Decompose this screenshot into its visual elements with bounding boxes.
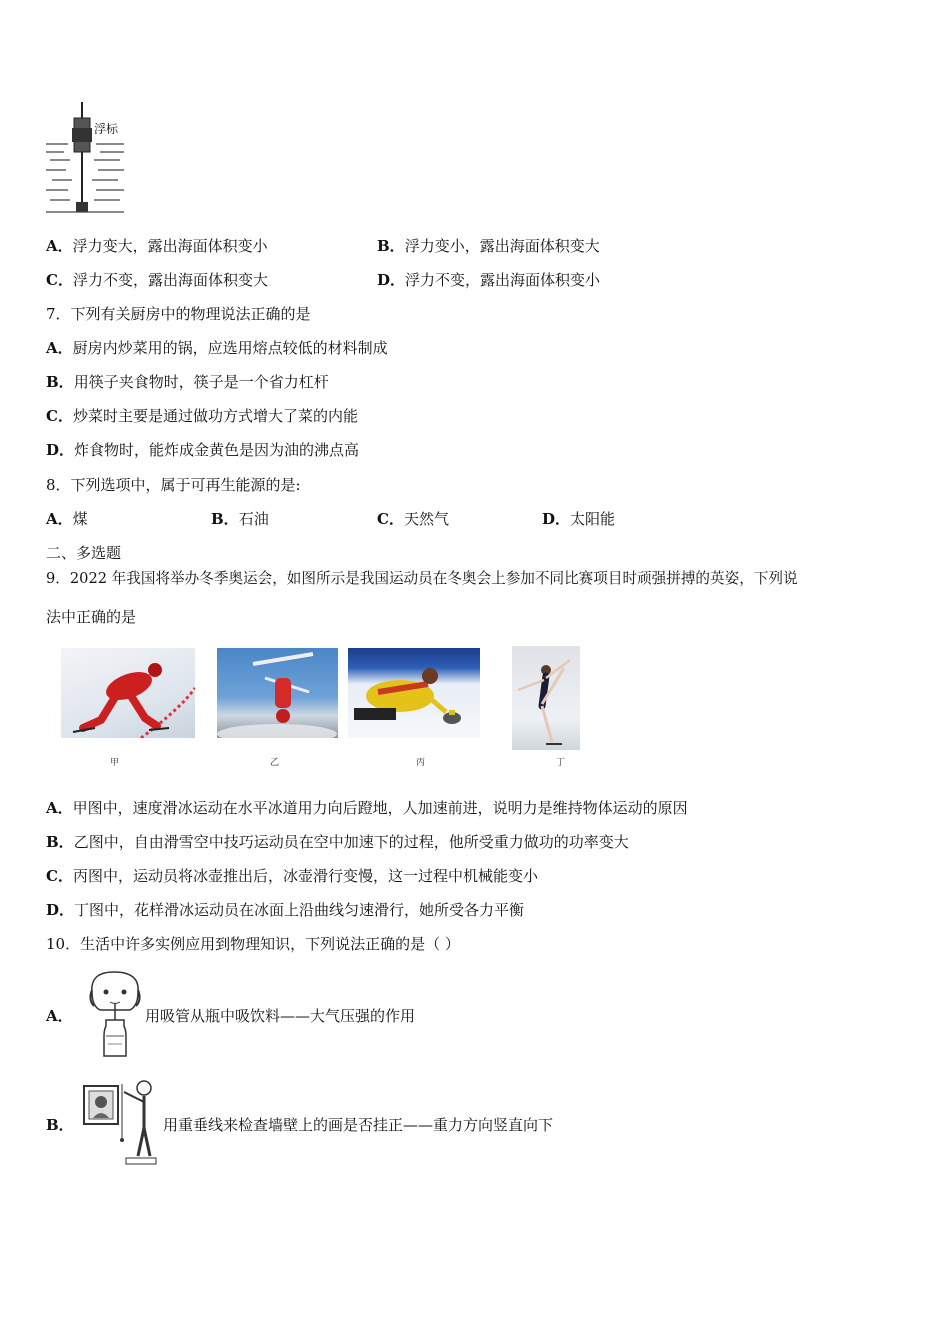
caption-yi: 乙 <box>270 758 280 768</box>
plumb-line-sketch <box>78 1078 162 1168</box>
aerial-skier-illustration <box>217 648 338 738</box>
q8-option-d[interactable]: D．太阳能 <box>542 510 616 528</box>
section-title: 二、多选题 <box>46 544 122 562</box>
straw-drinking-figure <box>86 970 144 1058</box>
q9-stem-line2: 法中正确的是 <box>46 608 137 626</box>
buoy-label: 浮标 <box>94 122 119 136</box>
q6-option-b[interactable]: B．浮力变小，露出海面体积变大 <box>377 237 600 255</box>
q7-stem: 7．下列有关厨房中的物理说法正确的是 <box>46 305 311 323</box>
buoy-diagram <box>44 100 128 218</box>
q7-option-b[interactable]: B．用筷子夹食物时，筷子是一个省力杠杆 <box>46 373 329 391</box>
q9-stem-line1: 9．2022 年我国将举办冬季奥运会，如图所示是我国运动员在冬奥会上参加不同比赛项目时顽强拼搏的英姿，下列说 <box>46 570 798 587</box>
q10-option-b-text[interactable]: 用重垂线来检查墙壁上的画是否挂正——重力方向竖直向下 <box>163 1116 554 1134</box>
q8-stem: 8．下列选项中，属于可再生能源的是: <box>46 476 301 494</box>
q9-option-c[interactable]: C．丙图中，运动员将冰壶推出后，冰壶滑行变慢，这一过程中机械能变小 <box>46 867 538 885</box>
q8-option-c[interactable]: C．天然气 <box>377 510 449 528</box>
caption-ding: 丁 <box>556 758 566 768</box>
caption-bing: 丙 <box>416 758 426 768</box>
figure-skater-illustration <box>512 646 580 750</box>
q10-stem: 10．生活中许多实例应用到物理知识，下列说法正确的是（ ） <box>46 935 460 953</box>
q7-option-d[interactable]: D．炸食物时，能炸成金黄色是因为油的沸点高 <box>46 441 360 459</box>
q10-option-b-letter[interactable]: B． <box>46 1116 74 1134</box>
q8-option-b[interactable]: B．石油 <box>211 510 269 528</box>
buoy-figure <box>44 100 128 218</box>
caption-jia: 甲 <box>110 758 120 768</box>
photo-speed-skating <box>61 648 195 738</box>
q9-option-a[interactable]: A．甲图中，速度滑冰运动在水平冰道用力向后蹬地，人加速前进，说明力是维持物体运动的原因 <box>46 799 688 817</box>
q10-option-a-text[interactable]: 用吸管从瓶中吸饮料——大气压强的作用 <box>145 1007 416 1025</box>
q6-option-d[interactable]: D．浮力不变，露出海面体积变小 <box>377 271 601 289</box>
speed-skater-illustration <box>61 648 195 738</box>
photo-curling <box>348 648 480 738</box>
q9-option-d[interactable]: D．丁图中，花样滑冰运动员在冰面上沿曲线匀速滑行，她所受各力平衡 <box>46 901 525 919</box>
photo-aerial-skiing <box>217 648 338 738</box>
q10-option-a-letter[interactable]: A． <box>46 1007 73 1025</box>
curler-illustration <box>348 648 480 738</box>
q6-option-a[interactable]: A．浮力变大，露出海面体积变小 <box>46 237 268 255</box>
q7-option-a[interactable]: A．厨房内炒菜用的锅，应选用熔点较低的材料制成 <box>46 339 388 357</box>
q9-option-b[interactable]: B．乙图中，自由滑雪空中技巧运动员在空中加速下的过程，他所受重力做功的功率变大 <box>46 833 629 851</box>
girl-drinking-sketch <box>86 970 144 1058</box>
photo-figure-skating <box>512 646 580 750</box>
q6-option-c[interactable]: C．浮力不变，露出海面体积变大 <box>46 271 268 289</box>
q8-option-a[interactable]: A．煤 <box>46 510 88 528</box>
plumb-line-figure <box>78 1078 162 1168</box>
q7-option-c[interactable]: C．炒菜时主要是通过做功方式增大了菜的内能 <box>46 407 358 425</box>
